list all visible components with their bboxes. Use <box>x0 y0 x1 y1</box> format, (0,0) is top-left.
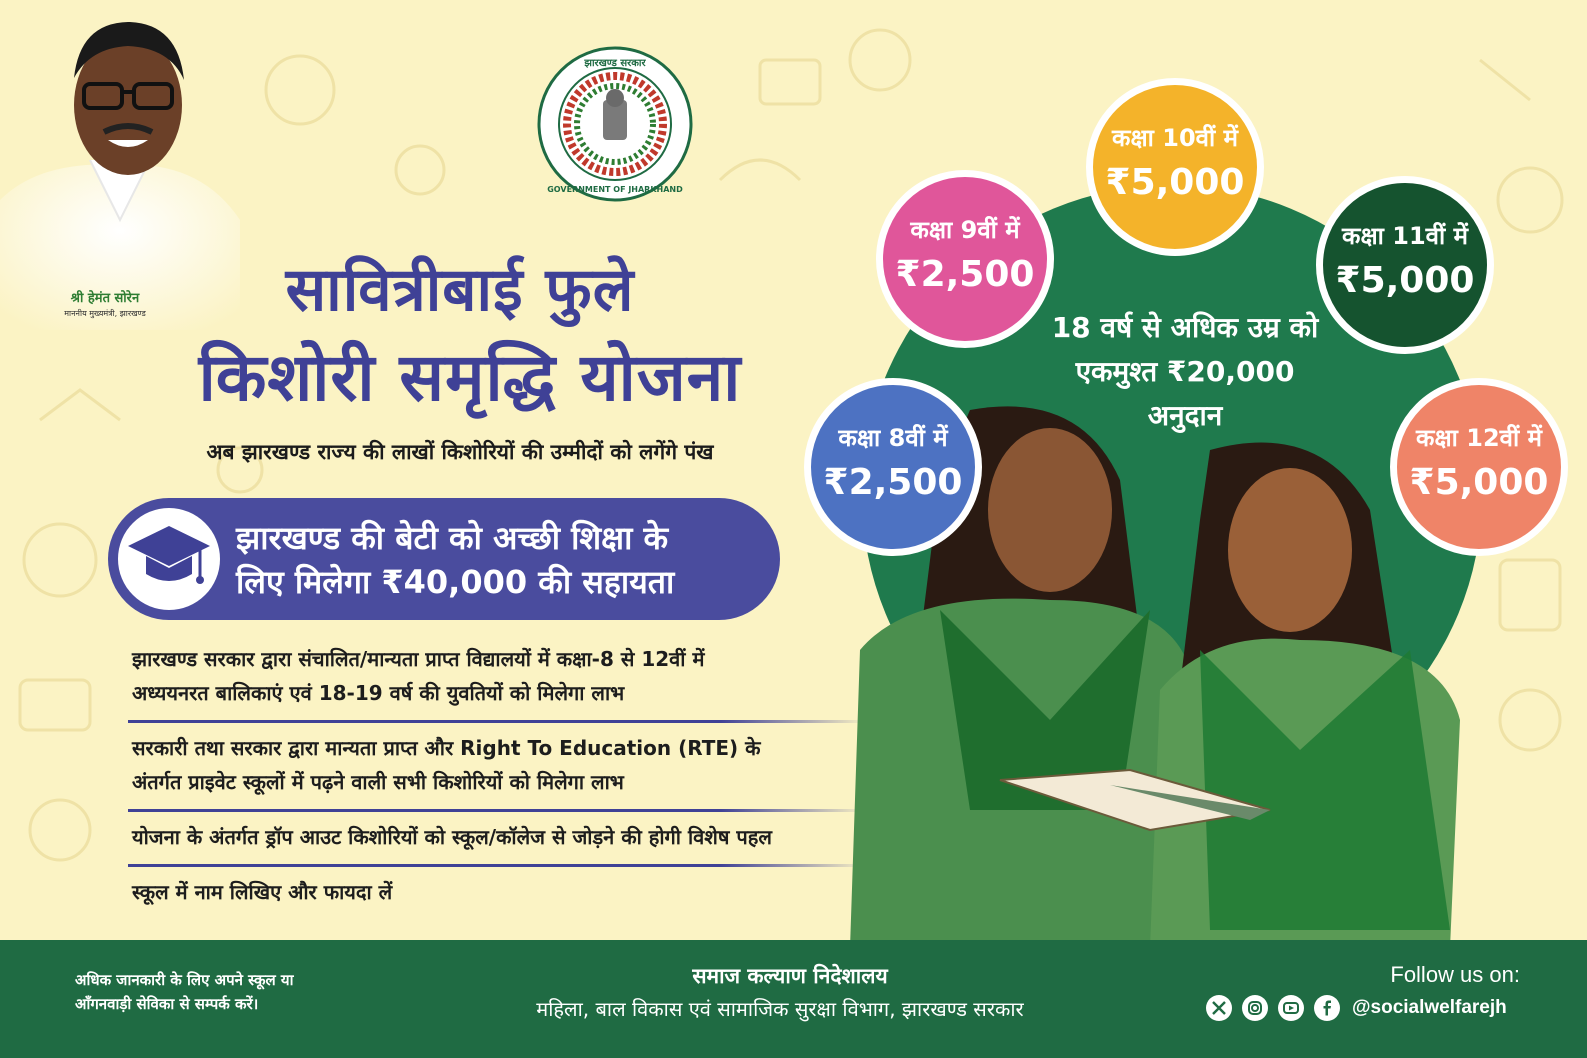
scheme-subtitle: अब झारखण्ड राज्य की लाखों किशोरियों की उम्मीदों को लगेंगे पंख <box>206 440 714 464</box>
class-11-amount <box>1316 176 1494 354</box>
benefit-text: सरकारी तथा सरकार द्वारा मान्यता प्राप्त और Right To Education (RTE) के <box>132 736 761 760</box>
benefit-text: अंतर्गत प्राइवेट स्कूलों में पढ़ने वाली सभी किशोरियों को मिलेगा लाभ <box>132 770 624 794</box>
cm-name: श्री हेमंत सोरेन <box>70 291 140 306</box>
directorate-name: समाज कल्याण निदेशालय <box>692 964 888 988</box>
banner-line1: झारखण्ड की बेटी को अच्छी शिक्षा के <box>236 519 669 557</box>
amount-value: ₹2,500 <box>823 462 963 503</box>
class-label: कक्षा 12वीं में <box>1416 424 1542 452</box>
class-label: कक्षा 8वीं में <box>838 424 948 452</box>
benefit-item <box>128 638 868 718</box>
youtube-icon[interactable] <box>1278 995 1304 1021</box>
benefit-text: योजना के अंतर्गत ड्रॉप आउट किशोरियों को स्कूल/कॉलेज से जोड़ने की होगी विशेष पहल <box>132 825 772 849</box>
contact-note <box>75 968 375 1016</box>
footer <box>0 940 1587 1058</box>
jharkhand-government-emblem <box>535 44 695 204</box>
banner-line2: लिए मिलेगा ₹40,000 की सहायता <box>236 563 675 601</box>
grant-line3: अनुदान <box>1147 399 1223 432</box>
benefit-text: अध्ययनरत बालिकाएं एवं 18-19 वर्ष की युवतियों को मिलेगा लाभ <box>132 681 625 705</box>
contact-note-line2: आँगनवाड़ी सेविका से सम्पर्क करें। <box>75 995 259 1013</box>
benefit-text: स्कूल में नाम लिखिए और फायदा लें <box>132 880 393 904</box>
scheme-title-line2: किशोरी समृद्धि योजना <box>198 339 742 416</box>
divider <box>128 864 868 867</box>
contact-note-line1: अधिक जानकारी के लिए अपने स्कूल या <box>75 971 294 989</box>
divider <box>128 809 868 812</box>
department-name: महिला, बाल विकास एवं सामाजिक सुरक्षा विभाग, झारखण्ड सरकार <box>536 997 1024 1021</box>
x-icon[interactable] <box>1206 995 1232 1021</box>
graduation-cap-icon <box>126 522 212 596</box>
benefit-item <box>128 871 868 917</box>
social-links <box>1206 992 1507 1024</box>
benefit-list <box>128 638 868 917</box>
class-9-amount <box>876 170 1054 348</box>
follow-label: Follow us on: <box>1390 962 1520 987</box>
class-label: कक्षा 9वीं में <box>910 216 1020 244</box>
cm-designation: माननीय मुख्यमंत्री, झारखण्ड <box>64 309 146 318</box>
benefit-text: झारखण्ड सरकार द्वारा संचालित/मान्यता प्राप्त विद्यालयों में कक्षा-8 से 12वीं में <box>132 647 705 671</box>
class-label: कक्षा 10वीं में <box>1112 124 1238 152</box>
amount-value: ₹5,000 <box>1105 162 1245 203</box>
instagram-icon[interactable] <box>1242 995 1268 1021</box>
graduation-cap-badge <box>118 508 220 610</box>
class-12-amount <box>1390 378 1568 556</box>
amount-value: ₹5,000 <box>1335 260 1475 301</box>
amount-value: ₹2,500 <box>895 254 1035 295</box>
class-10-amount <box>1086 78 1264 256</box>
scheme-title-line1: सावित्रीबाई फुले <box>285 255 635 325</box>
emblem-text-top: झारखण्ड सरकार <box>584 58 646 69</box>
class-8-amount <box>804 378 982 556</box>
grant-line1: 18 वर्ष से अधिक उम्र को <box>1051 311 1319 344</box>
class-label: कक्षा 11वीं में <box>1342 222 1468 250</box>
divider <box>128 720 868 723</box>
assistance-banner <box>108 498 780 620</box>
amount-value: ₹5,000 <box>1409 462 1549 503</box>
social-handle[interactable]: @socialwelfarejh <box>1352 997 1507 1018</box>
benefit-item <box>128 727 868 807</box>
benefit-item <box>128 816 868 862</box>
grant-line2: एकमुश्त ₹20,000 <box>1075 355 1295 388</box>
facebook-icon[interactable] <box>1314 995 1340 1021</box>
emblem-text-bottom: GOVERNMENT OF JHARKHAND <box>547 185 683 194</box>
